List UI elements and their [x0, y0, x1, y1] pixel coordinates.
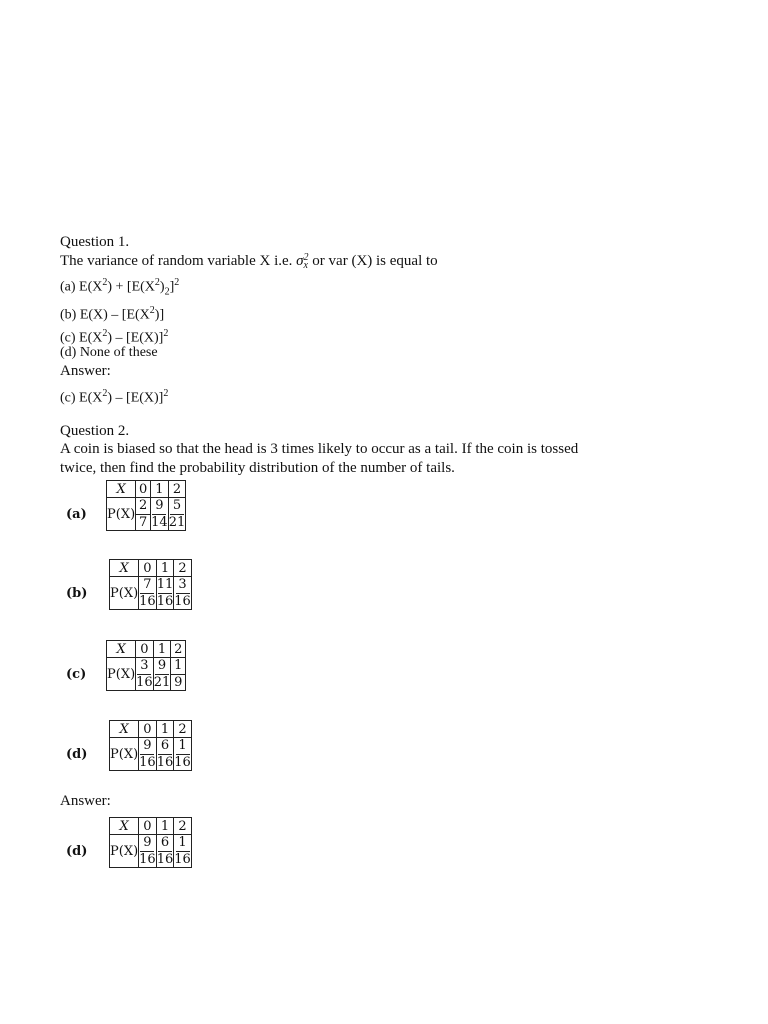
x-value: 0: [136, 641, 154, 658]
probability-value: $\frac{6}{16}$: [156, 737, 174, 770]
question-2-answer-label: Answer:: [60, 793, 111, 809]
x-value: 2: [174, 818, 192, 835]
x-value: 0: [139, 560, 157, 577]
header-px: P(X): [110, 577, 139, 610]
distribution-table: [109, 817, 192, 868]
header-x: X: [110, 721, 139, 738]
probability-value: $\frac{9}{14}$: [151, 497, 168, 530]
x-value: 1: [151, 481, 169, 498]
distribution-answer-label: (d): [66, 844, 88, 859]
header-px: P(X): [107, 498, 136, 531]
question-1-option-d: (d) None of these: [60, 345, 158, 360]
question-1-prompt: The variance of random variable X i.e. σ 2 x or var (X) is equal to: [60, 251, 438, 271]
x-value: 1: [156, 818, 174, 835]
question-1-answer: (c) $E(X^2) - [E(X)]^2$: [60, 388, 169, 406]
header-x: X: [110, 818, 139, 835]
question-2-prompt-line-2: twice, then find the probability distribution of the number of tails.: [60, 460, 455, 476]
x-value: 0: [139, 818, 157, 835]
distribution-table: [109, 559, 192, 610]
distribution-option-c-label: (c): [66, 667, 87, 682]
probability-value: $\frac{3}{16}$: [136, 657, 153, 690]
probability-value: $\frac{1}{16}$: [174, 737, 191, 770]
distribution-option-d-label: (d): [66, 747, 88, 762]
probability-value: $\frac{2}{7}$: [136, 498, 151, 531]
question-1-option-a: (a) $E(X^2) + [E(X^2)_2]^2$: [60, 277, 180, 298]
sigma-symbol: σ 2 x: [296, 251, 309, 271]
probability-value: $\frac{3}{16}$: [174, 576, 191, 609]
question-2-title: Question 2.: [60, 423, 130, 439]
header-px: P(X): [110, 738, 139, 771]
probability-value: $\frac{9}{16}$: [139, 834, 156, 867]
x-value: 1: [153, 641, 171, 658]
header-px: P(X): [110, 835, 139, 868]
question-1-option-c: (c) $E(X^2) - [E(X)]^2$: [60, 328, 169, 346]
probability-value: $\frac{5}{21}$: [168, 497, 186, 530]
question-1-title: Question 1.: [60, 234, 130, 250]
header-x: X: [110, 560, 139, 577]
probability-value: $\frac{6}{16}$: [156, 834, 174, 867]
question-2-prompt-line-1: A coin is biased so that the head is 3 times likely to occur as a tail. If the coin is tossed: [60, 441, 579, 457]
x-value: 2: [174, 560, 192, 577]
distribution-table: [109, 720, 192, 771]
header-x: X: [107, 481, 136, 498]
probability-value: $\frac{1}{9}$: [171, 658, 186, 691]
x-value: 0: [139, 721, 157, 738]
header-px: P(X): [107, 658, 136, 691]
x-value: 1: [156, 721, 174, 738]
distribution-table: [106, 640, 186, 691]
probability-value: $\frac{11}{16}$: [156, 576, 174, 609]
x-value: 1: [156, 560, 174, 577]
header-x: X: [107, 641, 136, 658]
distribution-option-a-label: (a): [66, 507, 87, 522]
x-value: 0: [136, 481, 151, 498]
distribution-table: [106, 480, 186, 531]
probability-value: $\frac{9}{16}$: [139, 737, 156, 770]
x-value: 2: [168, 481, 186, 498]
x-value: 2: [171, 641, 186, 658]
distribution-option-b-label: (b): [66, 586, 88, 601]
probability-value: $\frac{7}{16}$: [139, 576, 156, 609]
question-1-answer-label: Answer:: [60, 363, 111, 379]
probability-value: $\frac{9}{21}$: [153, 657, 171, 690]
question-1-option-b: (b) $E(X) - [E(X^2)]$: [60, 305, 165, 323]
probability-value: $\frac{1}{16}$: [174, 834, 191, 867]
x-value: 2: [174, 721, 192, 738]
